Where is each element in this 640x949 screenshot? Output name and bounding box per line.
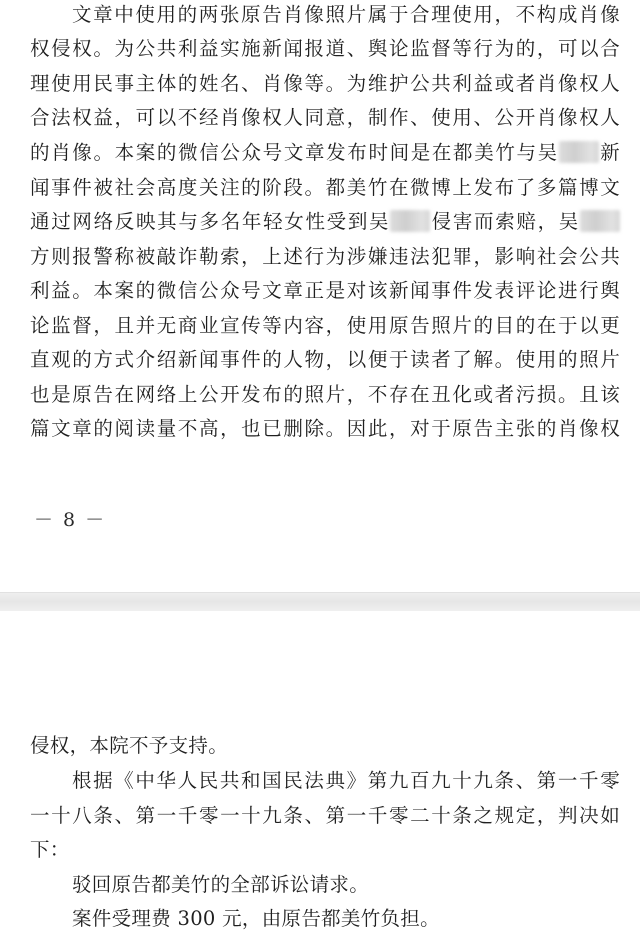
paragraph-line: 下：: [30, 838, 70, 861]
redacted-name: [580, 210, 620, 232]
line-text: 侵害而索赔，吴: [430, 210, 580, 233]
paragraph-line: 理使用民事主体的姓名、肖像等。为维护公共利益或者肖像权人: [30, 72, 620, 95]
paragraph-line: [30, 207, 620, 237]
paragraph-line: 权侵权。为公共利益实施新闻报道、舆论监督等行为的，可以合: [30, 37, 620, 60]
paragraph-line: 论监督，且并无商业宣传等内容，使用原告照片的目的在于以更: [30, 314, 620, 337]
line-text: 的肖像。本案的微信公众号文章发布时间是在都美竹与吴: [30, 141, 559, 164]
line-text: 新: [598, 141, 620, 164]
paragraph-line: 一十八条、第一千零一十九条、第一千零二十条之规定，判决如: [30, 804, 620, 827]
paragraph-line: 合法权益，可以不经肖像权人同意，制作、使用、公开肖像权人: [30, 106, 620, 129]
paragraph-line: 也是原告在网络上公开发布的照片，不存在丑化或者污损。且该: [30, 383, 620, 406]
paragraph-line: [30, 138, 620, 168]
document-page-9: [0, 611, 640, 949]
paragraph-line: 方则报警称被敲诈勒索，上述行为涉嫌违法犯罪，影响社会公共: [30, 245, 620, 268]
paragraph-line: 闻事件被社会高度关注的阶段。都美竹在微博上发布了多篇博文: [30, 176, 620, 199]
paragraph-line: 根据《中华人民共和国民法典》第九百九十九条、第一千零: [72, 769, 620, 792]
paragraph-line: 直观的方式介绍新闻事件的人物，以便于读者了解。使用的照片: [30, 348, 620, 371]
paragraph-line: 利益。本案的微信公众号文章正是对该新闻事件发表评论进行舆: [30, 279, 620, 302]
paragraph-line: 文章中使用的两张原告肖像照片属于合理使用，不构成肖像: [72, 3, 620, 26]
judgment-line: 驳回原告都美竹的全部诉讼请求。: [72, 873, 370, 896]
paragraph-line: 侵权，本院不予支持。: [30, 734, 229, 757]
court-fee-line: 案件受理费 300 元，由原告都美竹负担。: [72, 907, 440, 930]
page-divider: [0, 592, 640, 612]
paragraph-line: 篇文章的阅读量不高，也已删除。因此，对于原告主张的肖像权: [30, 417, 620, 440]
line-text: 通过网络反映其与多名年轻女性受到吴: [30, 210, 391, 233]
page-number: － 8 －: [34, 509, 107, 531]
redacted-name: [559, 141, 599, 163]
redacted-name: [390, 210, 430, 232]
